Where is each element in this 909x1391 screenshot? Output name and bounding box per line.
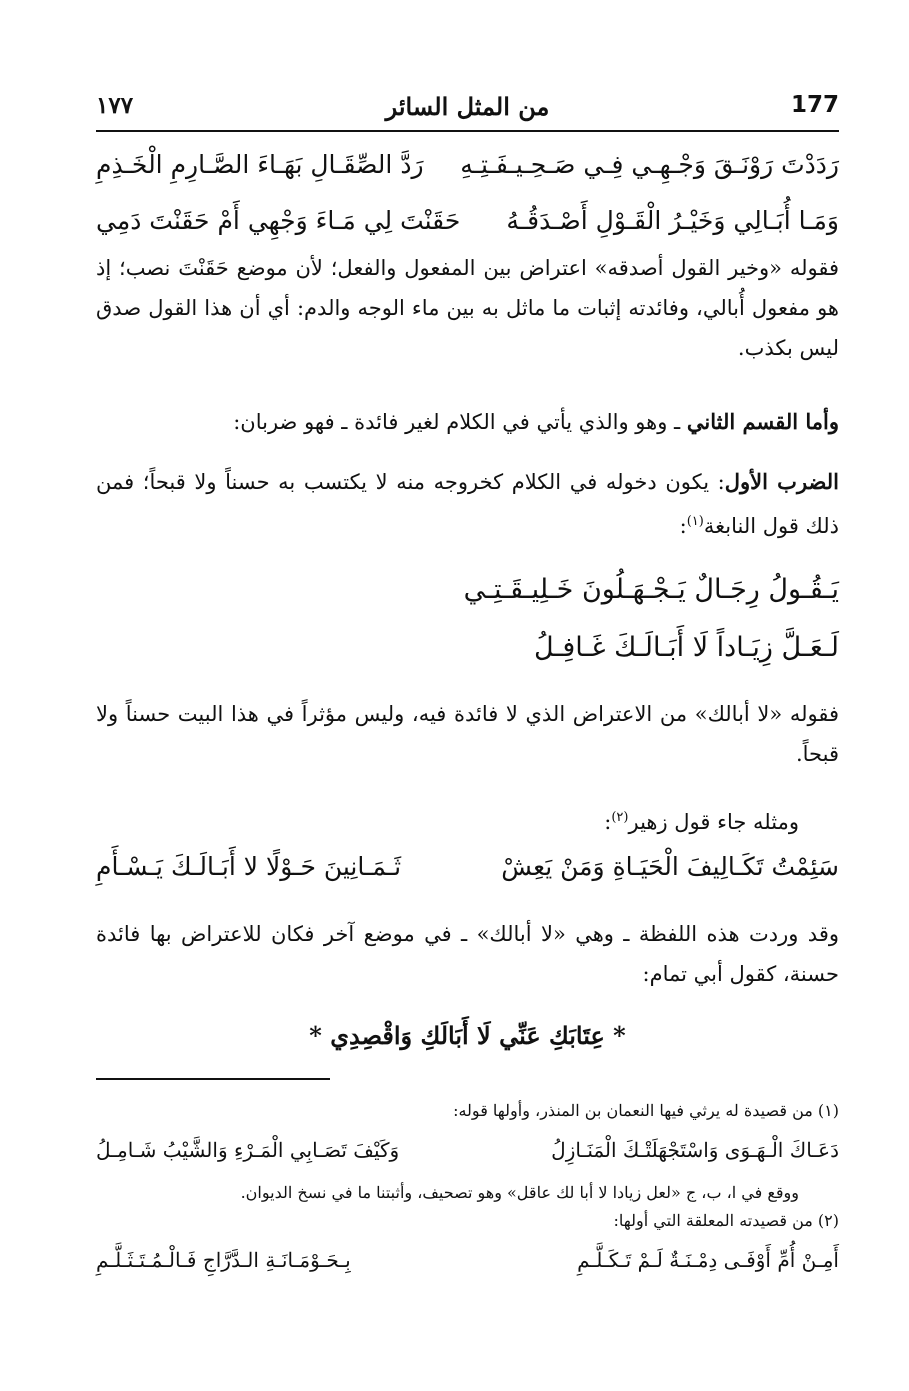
verse-second-hemistich: ثَـمَـانِينَ حَـوْلًا لا أَبَـالَـكَ يَـسْـأَمِ (96, 852, 402, 881)
punctuation: : (604, 810, 612, 834)
verse-line (96, 206, 839, 252)
section-heading-paragraph (96, 402, 839, 442)
footnote-note: ووقع في ا، ب، ج «لعل زيادا لا أبا لك عاقل» وهو تصحيف، وأثبتنا ما في نسخ الديوان. (240, 1183, 799, 1202)
verse-first-hemistich: أَمِـنْ أُمِّ أَوْفَـى دِمْـنَـةٌ لَـمْ تَـكَـلَّـمِ (577, 1248, 839, 1272)
verse-line: يَـقُـولُ رِجَـالٌ يَـجْـهَـلُونَ خَـلِيـقَـتِـي (463, 574, 839, 605)
subsection-heading: الضرب الأول (724, 469, 839, 494)
paragraph-text: : يكون دخوله في الكلام كخروجه منه لا يكتسب به حسناً ولا قبحاً؛ فمن ذلك قول النابغة (96, 470, 839, 538)
verse-second-hemistich: بِـحَـوْمَـانَـةِ الـدَّرَّاجِ فَـالْـمُـتَـثَـلَّـمِ (96, 1248, 351, 1272)
paragraph: فقوله «لا أبالك» من الاعتراض الذي لا فائدة فيه، وليس مؤثراً في هذا البيت حسناً ولا قبحاً. (96, 702, 839, 766)
footnote-rule (96, 1078, 330, 1080)
page-number-latin: 177 (790, 92, 839, 118)
paragraph-text: ومثله جاء قول زهير (628, 810, 799, 834)
footnote-ref[interactable]: (١) (686, 514, 704, 529)
section-heading: وأما القسم الثاني (686, 409, 839, 434)
verse-line: لَـعَـلَّ زِيَـاداً لَا أَبَـالَـكَ غَـافِـلُ (533, 632, 839, 663)
page-header (96, 92, 839, 126)
footnote-1: (١) من قصيدة له يرثي فيها النعمان بن المنذر، وأولها قوله: (453, 1101, 839, 1120)
footnote-verse (96, 1248, 839, 1282)
header-rule (96, 130, 839, 132)
footnote-2: (٢) من قصيدته المعلقة التي أولها: (613, 1211, 839, 1230)
paragraph: وقد وردت هذه اللفظة ـ وهي «لا أبالك» ـ في موضع آخر فكان للاعتراض بها فائدة حسنة، كقول أبي تمام: (96, 922, 839, 986)
section-text: ـ وهو والذي يأتي في الكلام لغير فائدة ـ فهو ضربان: (233, 410, 687, 434)
page-number-arabic: ١٧٧ (96, 92, 134, 119)
punctuation: : (679, 514, 687, 538)
verse-second-hemistich: وَكَيْفَ تَصَـابِي الْمَـرْءِ وَالشَّيْبُ شَـامِـلُ (96, 1138, 400, 1162)
verse-line (96, 852, 839, 898)
paragraph: فقوله «وخير القول أصدقه» اعتراض بين المفعول والفعل؛ لأن موضع حَقَنْتَ نصب؛ إذ هو مفعول أُبالي، وفائدته إثبات ما ماثل به بين ماء الوجه والدم: أي أن هذا القول صدق ليس بكذب. (96, 256, 839, 360)
running-title: من المثل السائر (385, 92, 550, 121)
paragraph (96, 798, 839, 842)
verse-first-hemistich: دَعَـاكَ الْـهَـوَى وَاسْتَجْهَلَتْـكَ الْمَنَـازِلُ (551, 1138, 839, 1162)
verse-line (96, 150, 839, 196)
verse-second-hemistich: رَدَّ الصِّقَـالِ بَهَـاءَ الصَّـارِمِ الْخَـذِمِ (96, 150, 424, 179)
verse-first-hemistich: سَئِمْتُ تَكَـالِيفَ الْحَيَـاةِ وَمَنْ يَعِشْ (501, 852, 839, 881)
footnote-ref[interactable]: (٢) (611, 810, 629, 825)
verse-second-hemistich: حَقَنْتَ لِي مَـاءَ وَجْهِي أَمْ حَقَنْتَ دَمِي (96, 206, 461, 235)
verse-first-hemistich: وَمَـا أُبَـالِي وَخَيْـرُ الْقَـوْلِ أَصْـدَقُـهُ (506, 206, 839, 235)
verse-first-hemistich: رَدَدْتَ رَوْنَـقَ وَجْـهِـي فِـي صَـحِـيـفَـتِـهِ (460, 150, 839, 179)
verse-line: * عِتَابَكِ عَنِّي لَا أَبَالَكِ وَاقْصِدِي * (309, 1021, 626, 1050)
paragraph (96, 462, 839, 546)
footnote-verse (96, 1138, 839, 1172)
